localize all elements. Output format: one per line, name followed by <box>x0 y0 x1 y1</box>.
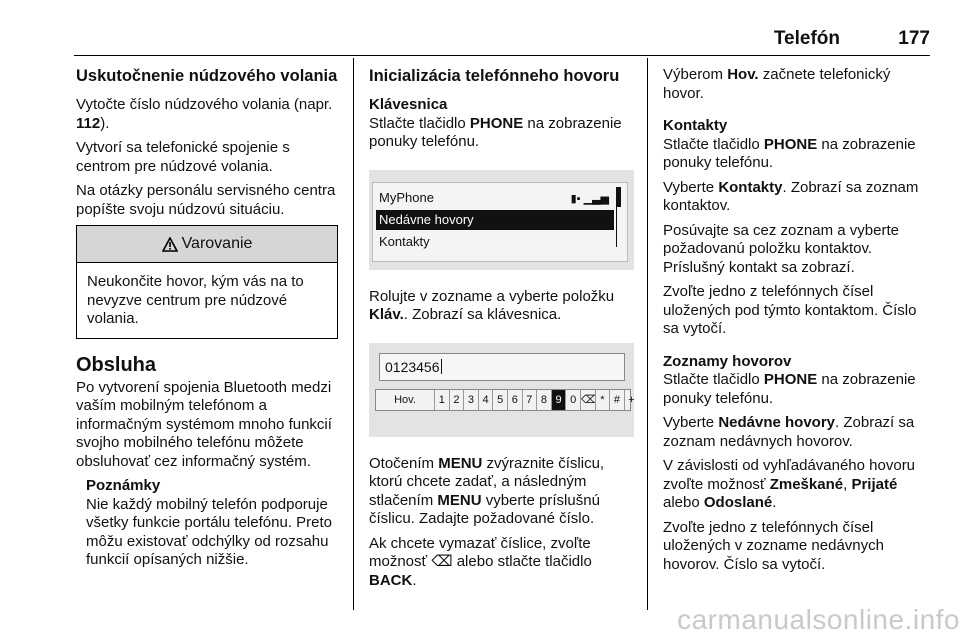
column-divider-1 <box>353 58 354 610</box>
keypad-p3: Otočením MENU zvýraznite číslicu, ktorú chcete zadať, a následným stlačením MENU vyberte príslušnú číslicu. Zadajte požadované číslo. <box>369 454 605 527</box>
phone-menu-title: MyPhone <box>379 189 434 205</box>
menu-item-contacts[interactable]: Kontakty <box>379 233 430 249</box>
key-5[interactable]: 6 <box>507 390 522 410</box>
emergency-p2: Vytvorí sa telefonické spojenie s centrom pre núdzové volania. <box>76 139 290 175</box>
phone-menu-display <box>372 182 628 262</box>
note-title: Poznámky <box>86 477 161 494</box>
col3-p6: Stlačte tlačidlo PHONE na zobrazenie ponuky telefónu. <box>663 371 916 407</box>
key-call[interactable]: Hov. <box>394 393 416 406</box>
emergency-p1: Vytočte číslo núdzového volania (napr. 112). <box>76 96 333 132</box>
keypad-p2: Rolujte v zozname a vyberte položku Kláv.. Zobrazí sa klávesnica. <box>369 287 615 323</box>
key-2[interactable]: 3 <box>463 390 478 410</box>
key-6[interactable]: 7 <box>522 390 537 410</box>
page-title: Telefón <box>773 28 840 49</box>
keypad-subheading: Klávesnica <box>369 96 448 113</box>
page-header <box>0 28 930 54</box>
col3-p1: Výberom Hov. začnete telefonický hovor. <box>663 66 891 102</box>
col3-p2: Stlačte tlačidlo PHONE na zobrazenie ponuky telefónu. <box>663 135 916 171</box>
operation-heading: Obsluha <box>76 353 157 376</box>
operation-p1: Po vytvorení spojenia Bluetooth medzi vaším mobilným telefónom a informačným systémom mnoho funkcií svojho mobilného telefónu môžete obsluhovať cez informačný systém. <box>76 378 332 470</box>
warning-header <box>77 226 337 263</box>
warning-title: Varovanie <box>181 234 253 252</box>
call-init-heading: Inicializácia telefónneho hovoru <box>369 67 620 85</box>
backspace-icon: ⌫ <box>431 553 453 570</box>
key-12[interactable]: # <box>609 390 624 410</box>
keypad-screen <box>369 343 634 437</box>
phone-menu-screen <box>369 170 634 270</box>
dial-number-field[interactable]: 0123456 <box>379 353 625 381</box>
emergency-call-heading: Uskutočnenie núdzového volania <box>76 67 338 85</box>
keypad-row <box>375 389 635 411</box>
key-1[interactable]: 2 <box>449 390 464 410</box>
col3-p8: V závislosti od vyhľadávaného hovoru zvoľte možnosť Zmeškané, Prijaté alebo Odoslané. <box>663 457 916 511</box>
battery-signal-icon: ▮▪ ▁▃▅ <box>570 192 609 205</box>
page-number: 177 <box>898 28 930 49</box>
emergency-p3: Na otázky personálu servisného centra popíšte svoju núdzovú situáciu. <box>76 182 336 218</box>
key-8[interactable]: 9 <box>551 390 566 410</box>
key-7[interactable]: 8 <box>536 390 551 410</box>
column-1 <box>76 66 341 570</box>
header-divider <box>74 55 930 56</box>
col3-p9: Zvoľte jedno z telefónnych čísel uložených v zozname nedávnych hovorov. Číslo sa vytočí. <box>663 518 884 573</box>
contacts-subheading: Kontakty <box>663 117 728 134</box>
note-body: Nie každý mobilný telefón podporuje všetky funkcie portálu telefónu. Preto môžu existovať odchýlky od rozsahu funkcií opísaných nižšie. <box>86 495 332 568</box>
column-divider-2 <box>647 58 648 610</box>
note-block <box>76 477 341 570</box>
col3-p3: Vyberte Kontakty. Zobrazí sa zoznam kontaktov. <box>663 178 919 214</box>
watermark: carmanualsonline.info <box>677 604 960 635</box>
key-3[interactable]: 4 <box>478 390 493 410</box>
col3-p4: Posúvajte sa cez zoznam a vyberte požadovanú položku kontaktov. Príslušný kontakt sa zobrazí. <box>663 221 899 276</box>
key-9[interactable]: 0 <box>565 390 580 410</box>
call-lists-subheading: Zoznamy hovorov <box>663 352 792 370</box>
key-10[interactable]: ⌫ <box>580 390 595 410</box>
col3-p5: Zvoľte jedno z telefónnych čísel uložených pod týmto kontaktom. Číslo sa vytočí. <box>663 283 917 337</box>
column-2 <box>369 66 634 596</box>
column-3 <box>663 66 931 580</box>
keypad-p1: Stlačte tlačidlo PHONE na zobrazenie ponuky telefónu. <box>369 114 622 150</box>
key-4[interactable]: 5 <box>492 390 507 410</box>
warning-body: Neukončite hovor, kým vás na to nevyzve centrum pre núdzové volania. <box>87 273 304 327</box>
key-0[interactable]: 1 <box>434 390 449 410</box>
keypad-p4: Ak chcete vymazať číslice, zvoľte možnosť ⌫ alebo stlačte tlačidlo BACK. <box>369 534 592 589</box>
warning-box <box>76 225 338 339</box>
col3-p7: Vyberte Nedávne hovory. Zobrazí sa zoznam nedávnych hovorov. <box>663 414 915 450</box>
key-13[interactable]: + <box>624 390 639 410</box>
key-11[interactable]: * <box>595 390 610 410</box>
scrollbar-thumb <box>616 187 621 207</box>
menu-item-recent-calls[interactable]: Nedávne hovory <box>376 210 614 230</box>
warning-icon <box>162 237 178 252</box>
